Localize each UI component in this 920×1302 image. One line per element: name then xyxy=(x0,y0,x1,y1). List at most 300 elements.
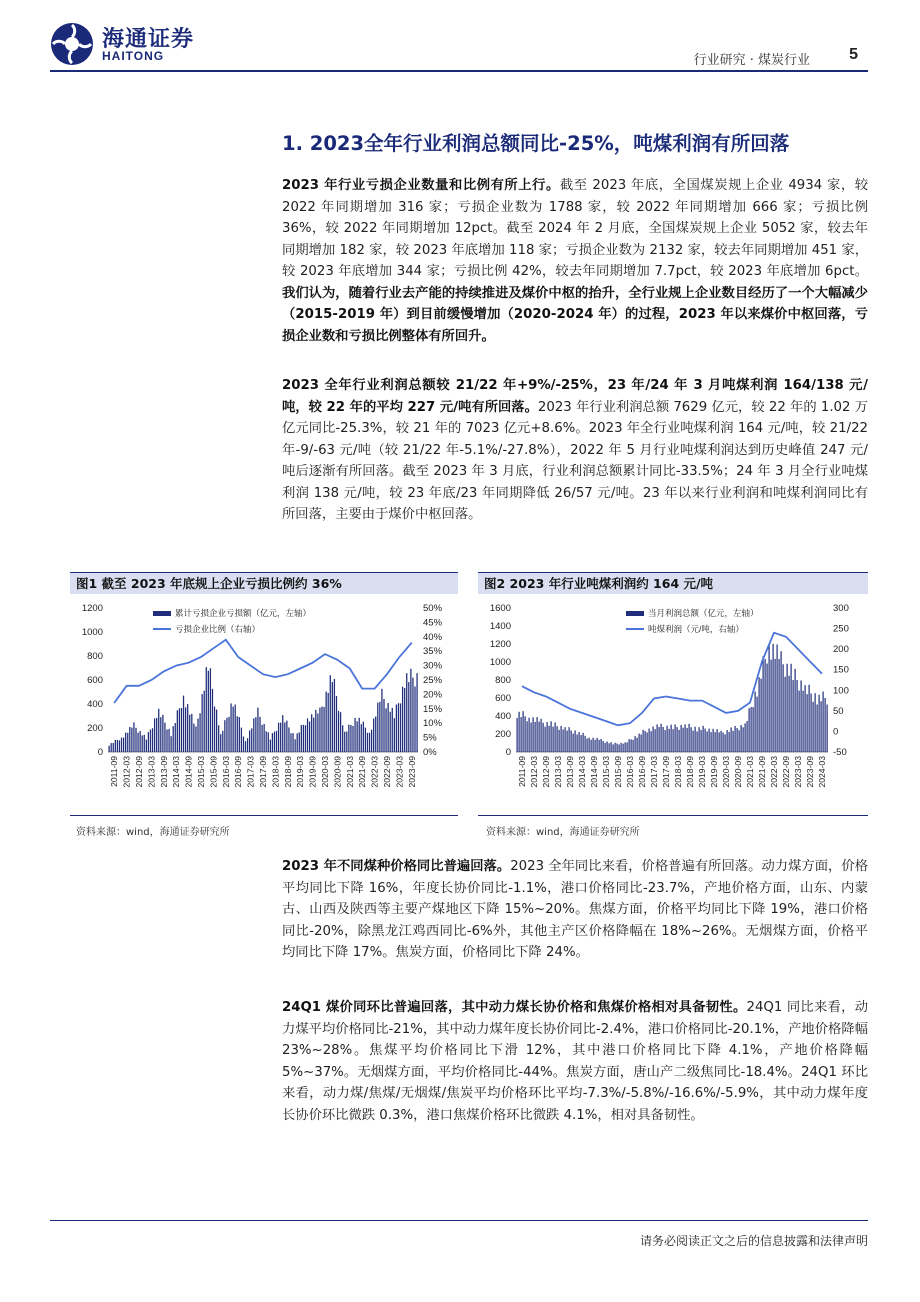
bar xyxy=(115,740,116,752)
bar xyxy=(529,718,530,752)
legend-bar-swatch xyxy=(626,611,644,616)
x-tick-label: 2019-03 xyxy=(295,756,306,788)
y-right-tick-label: 40% xyxy=(423,631,443,643)
x-tick-label: 2023-09 xyxy=(805,756,815,788)
bar xyxy=(154,719,155,752)
bar xyxy=(181,708,182,752)
bar xyxy=(257,708,258,752)
bar xyxy=(621,743,622,752)
bar xyxy=(162,715,163,752)
bar xyxy=(109,746,110,752)
x-tick-label: 2022-09 xyxy=(382,756,392,788)
bar xyxy=(299,732,300,752)
bar xyxy=(681,725,682,752)
bar xyxy=(803,691,804,752)
bar xyxy=(245,741,246,752)
x-tick-label: 2015-03 xyxy=(601,756,611,788)
legend-line-label: 吨煤利润（元/吨，右轴） xyxy=(648,624,744,634)
bar xyxy=(781,651,782,752)
x-tick-label: 2014-09 xyxy=(183,756,194,788)
bar xyxy=(388,703,389,752)
bar xyxy=(251,728,252,752)
section-title: 1. 2023全年行业利润总额同比-25%，吨煤利润有所回落 xyxy=(282,132,790,155)
bar xyxy=(565,727,566,752)
bar xyxy=(414,687,415,752)
bar xyxy=(278,723,279,752)
y-left-tick-label: 1600 xyxy=(489,603,511,614)
bar xyxy=(156,718,157,752)
bar xyxy=(823,692,824,752)
x-tick-label: 2013-09 xyxy=(158,756,169,788)
bar xyxy=(663,727,664,752)
bar xyxy=(261,725,262,752)
x-tick-label: 2017-03 xyxy=(649,756,659,788)
bar xyxy=(773,644,774,752)
bar xyxy=(158,709,159,752)
bar xyxy=(609,743,610,752)
x-tick-label: 2014-03 xyxy=(577,756,587,788)
bar xyxy=(135,728,136,752)
x-tick-label: 2019-09 xyxy=(709,756,719,788)
bar xyxy=(753,707,754,752)
bar xyxy=(541,719,542,752)
y-left-tick-label: 400 xyxy=(495,711,511,722)
x-tick-label: 2012-09 xyxy=(134,756,144,788)
x-tick-label: 2012-09 xyxy=(541,756,551,788)
x-tick-label: 2021-09 xyxy=(357,756,368,788)
figure-2-title: 图2 2023 年行业吨煤利润约 164 元/吨 xyxy=(478,572,868,594)
x-tick-label: 2013-03 xyxy=(146,756,157,788)
bar xyxy=(361,724,362,752)
x-tick-label: 2011-09 xyxy=(109,756,120,787)
bar xyxy=(597,738,598,752)
paragraph-profit xyxy=(282,375,868,526)
bar xyxy=(228,717,229,752)
bar xyxy=(807,694,808,752)
bar xyxy=(767,664,768,752)
bar xyxy=(809,685,810,752)
paragraph-loss-enterprises xyxy=(282,175,868,347)
logo-english: HAITONG xyxy=(102,49,165,63)
bar xyxy=(313,718,314,752)
bar xyxy=(691,727,692,752)
x-tick-label: 2019-03 xyxy=(697,756,707,788)
bar xyxy=(665,730,666,752)
bar xyxy=(197,719,198,752)
bar xyxy=(701,730,702,752)
bar xyxy=(202,694,203,752)
bar xyxy=(761,679,762,752)
bar xyxy=(675,724,676,752)
bar xyxy=(567,731,568,752)
x-tick-label: 2022-09 xyxy=(781,756,791,788)
paragraph-body: 2023 年行业利润总额 7629 亿元，较 22 年的 1.02 万亿元同比-25.3%，较 21 年的 7023 亿元+8.6%。2023 年全行业吨煤利润 164 元/吨，较 21/22 年-9/-63 元/吨（较 21/22 年-5.1%/-27.8%），2022 年 5 月行业吨煤利润达到历史峰值 247 元/吨后逐渐有所回落。截至 2023 年 3 月底，行业利润总额累计同比-33.5%；24 年 3 月全行业吨煤利润 138 元/吨，较 23 年底/23 年同期降低 26/57 元/吨。23 年以来行业利润和吨煤利润同比有所回落，主要由于煤价中枢回落。 xyxy=(282,399,868,522)
x-tick-label: 2016-03 xyxy=(220,756,231,788)
bar xyxy=(785,677,786,752)
bar xyxy=(545,727,546,752)
y-right-tick-label: 15% xyxy=(423,703,443,715)
x-tick-label: 2021-09 xyxy=(757,756,767,788)
bar xyxy=(555,722,556,752)
bar xyxy=(687,728,688,752)
paragraph-24q1-price xyxy=(282,997,868,1126)
x-tick-label: 2017-09 xyxy=(258,756,268,788)
x-tick-label: 2018-03 xyxy=(270,756,281,788)
bar xyxy=(340,712,341,752)
bar xyxy=(235,705,236,752)
bar xyxy=(189,715,190,752)
paragraph-price-yoy xyxy=(282,856,868,964)
bar xyxy=(727,730,728,752)
bar xyxy=(635,736,636,752)
bar xyxy=(321,707,322,752)
bar xyxy=(218,725,219,752)
bar xyxy=(220,734,221,752)
bar xyxy=(737,728,738,752)
bar xyxy=(705,729,706,752)
bar xyxy=(212,689,213,752)
bar xyxy=(323,707,324,752)
bar xyxy=(402,687,403,752)
bar xyxy=(363,722,364,752)
bar xyxy=(286,721,287,752)
bar xyxy=(723,733,724,753)
x-tick-label: 2016-09 xyxy=(637,756,647,788)
bar xyxy=(719,732,720,752)
bar xyxy=(639,734,640,752)
y-left-tick-label: 1200 xyxy=(489,639,511,650)
x-tick-label: 2022-03 xyxy=(369,756,380,788)
bar xyxy=(649,729,650,752)
paragraph-conclusion: 我们认为，随着行业去产能的持续推进及煤价中枢的抬升，全行业规上企业数目经历了一个大幅减少（2015-2019 年）到目前缓慢增加（2020-2024 年）的过程，2023 年以来煤价中枢回落，亏损企业数和亏损比例整体有所回升。 xyxy=(282,285,868,344)
bar xyxy=(559,730,560,752)
bar xyxy=(247,738,248,752)
bar xyxy=(187,704,188,752)
bar xyxy=(751,707,752,752)
bar xyxy=(589,738,590,752)
bar xyxy=(385,708,386,752)
bar xyxy=(204,691,205,752)
bar xyxy=(131,728,132,752)
paragraph-lead: 24Q1 煤价同环比普遍回落，其中动力煤长协价格和焦煤价格相对具备韧性。 xyxy=(282,1000,747,1015)
logo-chinese: 海通证券 xyxy=(102,26,195,52)
bar xyxy=(317,713,318,752)
bar xyxy=(408,682,409,752)
bar xyxy=(301,725,302,752)
bar xyxy=(111,743,112,752)
bar xyxy=(266,731,267,752)
bar xyxy=(216,710,217,752)
bar xyxy=(815,693,816,752)
bar xyxy=(683,728,684,752)
bar xyxy=(789,676,790,752)
bar xyxy=(416,673,417,752)
bar xyxy=(739,730,740,752)
y-left-tick-label: 600 xyxy=(87,675,103,686)
bar xyxy=(669,729,670,752)
paragraph-body: 24Q1 同比来看，动力煤平均价格同比-21%，其中动力煤年度长协价同比-2.4%，港口价格同比-20.1%，产地价格降幅 23%~28%。焦煤平均价格同比下滑 12%，其中港口价格同比下降 4.1%，产地价格降幅 5%~37%。无烟煤方面，平均价格同比-44%。焦炭方面，唐山产二级焦同比-18.4%。24Q1 环比来看，动力煤/焦煤/无烟煤/焦炭平均价格环比平均-7.3%/-5.8%/-16.6%/-5.9%，其中动力煤年度长协价环比微跌 0.3%，港口焦煤价格环比微跌 4.1%，相对具备韧性。 xyxy=(282,1000,868,1123)
bar xyxy=(367,733,368,752)
bar xyxy=(671,725,672,752)
x-tick-label: 2020-03 xyxy=(320,756,330,788)
bar xyxy=(288,727,289,752)
paragraph-body: 2023 全年同比来看，价格普遍有所回落。动力煤方面，价格平均同比下降 16%，年度长协价同比-1.1%，港口价格同比-23.7%，产地价格方面，山东、内蒙古、山西及陕西等主要产煤地区下降 15%~20%。焦煤方面，价格平均同比下降 19%，港口价格同比-20%，除黑龙江鸡西同比-6%外，其他主产区价格降幅在 18%~26%。无烟煤方面，价格平均同比下降 17%。焦炭方面，价格同比下降 24%。 xyxy=(282,859,868,960)
bar xyxy=(148,732,149,752)
bar xyxy=(611,742,612,752)
x-tick-label: 2020-09 xyxy=(332,756,343,788)
bar xyxy=(811,694,812,753)
bar xyxy=(615,743,616,752)
bar xyxy=(771,660,772,752)
bar xyxy=(577,735,578,752)
x-tick-label: 2014-03 xyxy=(171,756,182,788)
bar xyxy=(679,730,680,752)
bar xyxy=(757,697,758,752)
bar xyxy=(793,680,794,752)
bar xyxy=(627,742,628,752)
bar xyxy=(274,732,275,752)
x-tick-label: 2023-03 xyxy=(394,756,405,788)
bar xyxy=(643,730,644,752)
bar xyxy=(743,727,744,752)
y-right-tick-label: 35% xyxy=(423,646,443,658)
x-tick-label: 2015-03 xyxy=(196,756,206,788)
bar xyxy=(707,731,708,752)
bar xyxy=(334,679,335,752)
legend-bar-label: 累计亏损企业亏损额（亿元，左轴） xyxy=(175,608,312,618)
bar xyxy=(573,734,574,752)
bar xyxy=(379,702,380,752)
bar xyxy=(377,703,378,752)
bar xyxy=(342,725,343,752)
legend-line-label: 亏损企业比例（右轴） xyxy=(175,624,261,634)
x-tick-label: 2018-09 xyxy=(282,756,293,788)
bar xyxy=(779,659,780,752)
bar xyxy=(373,719,374,752)
bar xyxy=(328,693,329,752)
x-tick-label: 2012-03 xyxy=(121,756,132,788)
bar xyxy=(533,717,534,752)
bar xyxy=(383,699,384,752)
legend-bar-label: 当月利润总额（亿元，左轴） xyxy=(648,608,759,618)
bar xyxy=(233,707,234,752)
y-right-tick-label: 100 xyxy=(833,685,849,697)
bar xyxy=(193,724,194,752)
bar xyxy=(239,717,240,752)
figure-2-bottom-rule xyxy=(478,815,868,816)
bar xyxy=(166,729,167,752)
x-tick-label: 2020-03 xyxy=(721,756,731,788)
bar xyxy=(206,667,207,752)
bar xyxy=(398,703,399,752)
bar xyxy=(272,733,273,752)
bar xyxy=(527,721,528,752)
bar xyxy=(352,726,353,752)
bar xyxy=(191,714,192,752)
bar xyxy=(113,743,114,752)
bar xyxy=(583,733,584,752)
bar xyxy=(607,742,608,752)
bar xyxy=(210,668,211,752)
bar xyxy=(629,739,630,752)
bar xyxy=(142,735,143,752)
bar xyxy=(175,723,176,752)
bar xyxy=(673,729,674,752)
y-right-tick-label: 0% xyxy=(423,747,437,758)
bar xyxy=(619,744,620,752)
bar xyxy=(222,731,223,752)
y-right-tick-label: 50% xyxy=(423,603,443,614)
bar xyxy=(295,739,296,752)
bar xyxy=(348,725,349,752)
bar xyxy=(599,740,600,752)
y-left-tick-label: 0 xyxy=(97,747,103,758)
bar xyxy=(127,733,128,752)
bar xyxy=(571,730,572,752)
bar xyxy=(539,722,540,752)
bar xyxy=(581,735,582,752)
y-left-tick-label: 1000 xyxy=(489,657,511,668)
bar xyxy=(185,707,186,752)
y-left-tick-label: 1200 xyxy=(81,603,103,614)
series-line xyxy=(114,640,412,703)
bar xyxy=(259,717,260,752)
bar xyxy=(344,732,345,752)
x-tick-label: 2018-09 xyxy=(685,756,695,788)
y-right-tick-label: 20% xyxy=(423,689,443,701)
bar xyxy=(519,712,520,752)
bar xyxy=(319,708,320,752)
bar xyxy=(404,688,405,752)
bar xyxy=(183,696,184,752)
y-right-tick-label: 30% xyxy=(423,660,443,672)
bar xyxy=(119,740,120,752)
x-tick-label: 2022-03 xyxy=(769,756,779,788)
x-tick-label: 2021-03 xyxy=(344,756,355,788)
bar xyxy=(264,724,265,752)
x-tick-label: 2017-03 xyxy=(245,756,256,788)
bar xyxy=(617,744,618,752)
bar xyxy=(623,744,624,752)
bar xyxy=(226,718,227,752)
y-left-tick-label: 800 xyxy=(495,675,511,686)
bar xyxy=(657,724,658,752)
y-right-tick-label: 200 xyxy=(833,644,849,656)
bar xyxy=(651,731,652,752)
chart-loss-ratio xyxy=(70,598,458,812)
paragraph-lead: 2023 全年行业利润总额较 21/22 年+9%/-25%，23 年/24 年 3 月吨煤利润 164/138 元/吨，较 22 年的平均 227 元/吨有所回落。 xyxy=(282,378,868,415)
y-right-tick-label: 150 xyxy=(833,664,849,676)
bar xyxy=(173,726,174,752)
y-left-tick-label: 200 xyxy=(495,729,511,740)
bar xyxy=(270,740,271,752)
bar xyxy=(241,728,242,752)
report-category: 行业研究 · 煤炭行业 xyxy=(693,53,810,68)
figure-1-bottom-rule xyxy=(70,815,458,816)
bar xyxy=(394,718,395,752)
bar xyxy=(284,722,285,752)
bar xyxy=(164,723,165,752)
bar xyxy=(721,731,722,752)
y-right-tick-label: 25% xyxy=(423,675,443,686)
bar xyxy=(659,727,660,752)
bar xyxy=(307,718,308,752)
bar xyxy=(547,722,548,752)
bar xyxy=(799,691,800,752)
bar xyxy=(195,726,196,752)
bar xyxy=(354,718,355,752)
bar xyxy=(633,740,634,752)
bar xyxy=(725,734,726,752)
bar xyxy=(553,727,554,752)
x-tick-label: 2021-03 xyxy=(745,756,755,788)
bar xyxy=(150,730,151,752)
x-tick-label: 2013-03 xyxy=(553,756,563,788)
bar xyxy=(243,737,244,752)
bar xyxy=(775,659,776,752)
bar xyxy=(280,723,281,752)
x-tick-label: 2016-03 xyxy=(625,756,635,788)
bar xyxy=(282,715,283,752)
bar xyxy=(745,723,746,752)
header-divider xyxy=(50,70,868,72)
bar xyxy=(336,696,337,752)
bar xyxy=(179,708,180,752)
bar xyxy=(350,725,351,752)
bar xyxy=(733,731,734,752)
bar xyxy=(563,729,564,752)
y-left-tick-label: 0 xyxy=(505,747,511,758)
bar xyxy=(603,741,604,752)
x-tick-label: 2012-03 xyxy=(529,756,539,788)
x-tick-label: 2020-09 xyxy=(733,756,743,788)
bar xyxy=(561,726,562,752)
x-tick-label: 2023-03 xyxy=(793,756,803,788)
bar xyxy=(311,714,312,752)
bar xyxy=(595,740,596,752)
bar xyxy=(755,692,756,752)
bar xyxy=(813,702,814,752)
bar xyxy=(759,677,760,752)
y-right-tick-label: -50 xyxy=(833,747,847,758)
y-right-tick-label: 5% xyxy=(423,732,437,744)
bar xyxy=(715,732,716,752)
bar xyxy=(699,727,700,752)
bar xyxy=(525,716,526,752)
x-tick-label: 2018-03 xyxy=(673,756,683,788)
x-tick-label: 2011-09 xyxy=(517,756,527,787)
bar xyxy=(801,680,802,752)
bar xyxy=(400,703,401,752)
bar xyxy=(292,733,293,752)
bar xyxy=(517,718,518,752)
bar xyxy=(703,726,704,752)
bar xyxy=(276,731,277,752)
bar xyxy=(641,735,642,752)
bar xyxy=(123,738,124,752)
bar xyxy=(140,731,141,752)
chart-profit-per-ton xyxy=(478,598,868,812)
bar xyxy=(749,708,750,752)
y-right-tick-label: 300 xyxy=(833,603,849,614)
bar xyxy=(697,731,698,752)
bar xyxy=(747,721,748,752)
figure-2-source: 资料来源：wind，海通证券研究所 xyxy=(486,827,640,838)
x-tick-label: 2014-09 xyxy=(589,756,599,788)
bar xyxy=(177,710,178,752)
bar xyxy=(410,669,411,752)
y-right-tick-label: 0 xyxy=(833,726,839,738)
